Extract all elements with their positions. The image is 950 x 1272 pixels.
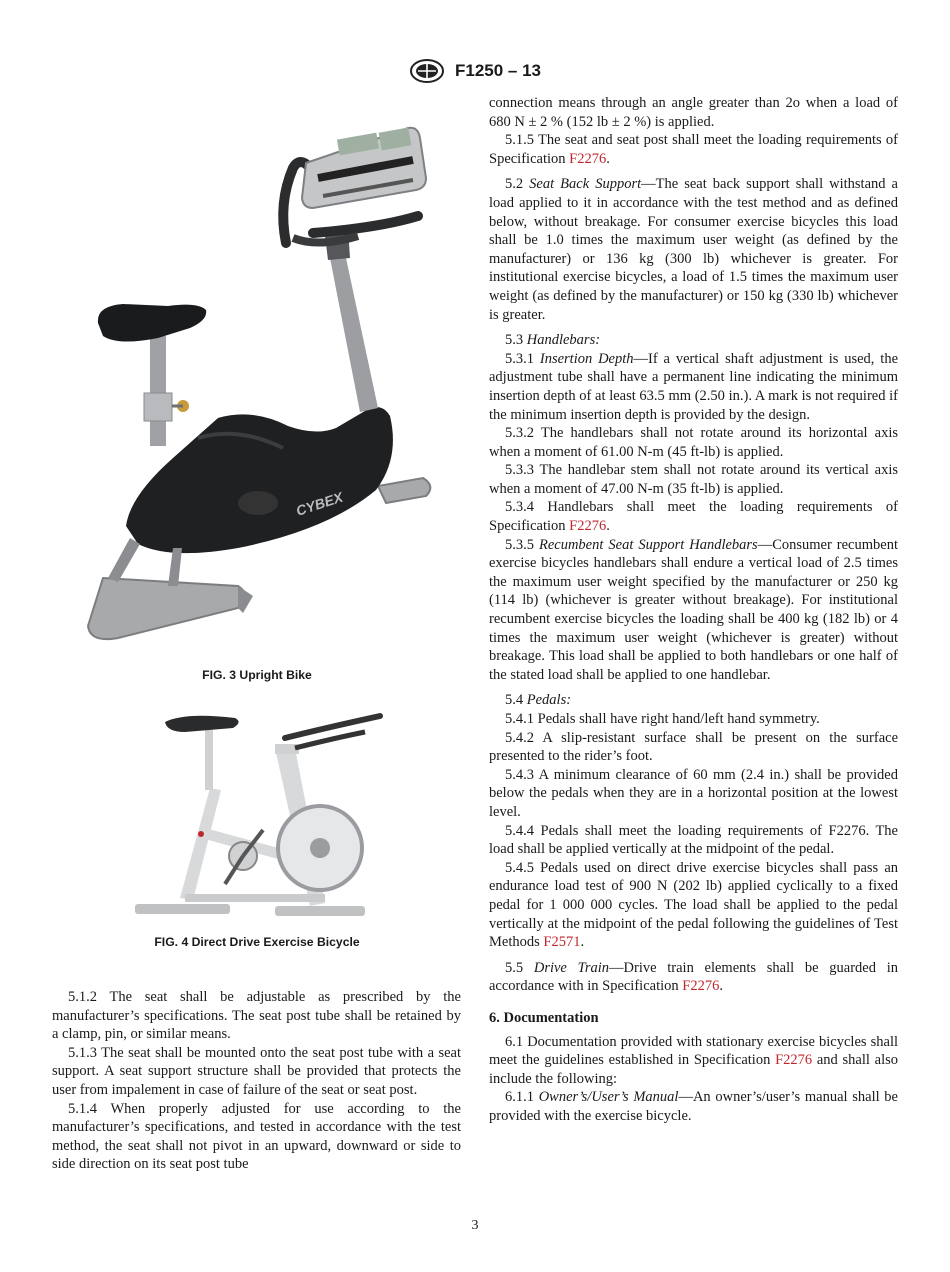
para-5-3-5-title: Recumbent Seat Support Handlebars (538, 536, 758, 553)
para-5-5-number: 5.5 (505, 959, 534, 976)
para-5-2-number: 5.2 (505, 176, 530, 193)
document-id: F1250 – 13 (454, 61, 541, 80)
para-5-1-5: 5.1.5 The seat and seat post shall meet the loading requirements of Specification F2276. (489, 132, 898, 167)
para-5-3-2: 5.3.2 The handlebars shall not rotate around its horizontal axis when a moment of 61.00 N-m (45 ft-lb) is applied. (489, 425, 898, 460)
para-5-1-4-continued: connection means through an angle greater than 2o when a load of 680 N ± 2 % (152 lb ± 2 %) is applied. (489, 95, 898, 130)
para-5-4-1: 5.4.1 Pedals shall have right hand/left hand symmetry. (505, 711, 820, 727)
para-5-4-number: 5.4 (505, 692, 527, 709)
para-5-2-title: Seat Back Support (529, 176, 642, 193)
left-column (52, 988, 461, 1174)
para-5-3-4-text: 5.3.4 Handlebars shall meet the loading requirements of Specification (489, 499, 898, 535)
para-5-3-1-number: 5.3.1 (505, 350, 540, 367)
f2276-link[interactable]: F2276 (569, 150, 607, 167)
para-5-4-4: 5.4.4 Pedals shall meet the loading requirements of F2276. The load shall be applied vertically at the midpoint of the pedal. (489, 822, 898, 858)
para-5-3-number: 5.3 (505, 332, 527, 349)
para-5-4-5-text: 5.4.5 Pedals used on direct drive exercise bicycles shall pass an endurance load test of 900 N (202 lb) applied cyclically to a fixed pedal for 1 000 000 cycles. The load shall be applied to the pedal vertically at the midpoint of the pedal following the guidelines of Test Methods (489, 859, 898, 951)
para-5-1-3: 5.1.3 The seat shall be mounted onto the seat post tube with a seat support. A seat support structure shall be provided that protects the user from impalement in case of failure of the seat or seat post. (52, 1044, 461, 1098)
para-5-4-5: 5.4.5 Pedals used on direct drive exercise bicycles shall pass an endurance load test of 900 N (202 lb) applied cyclically to a fixed pedal for 1 000 000 cycles. The load shall be applied to the pedal vertically at the midpoint of the pedal following the guidelines of Test Methods F2571. (489, 859, 898, 951)
para-5-2-text: —The seat back support shall withstand a load applied to it in accordance with the test method and as defined below, without breakage. For consumer exercise bicycles this load shall be 1.0 times the maximum user weight (as defined by the manufacturer) or 136 kg (300 lb) whichever is greater. For institutional exercise bicycles, a load of 1.5 times the maximum user weight (as defined by the manufacturer) or 150 kg (330 lb) whichever is greater. (489, 176, 898, 323)
f2276-link[interactable]: F2276 (569, 518, 607, 535)
para-6-1-text: 6.1 Documentation provided with stationary exercise bicycles shall meet the guidelines established in Specification (489, 1033, 898, 1069)
para-5-3-1 (489, 350, 898, 424)
para-5-3-5-number: 5.3.5 (505, 536, 539, 553)
para-5-2 (489, 175, 898, 324)
para-5-3 (489, 331, 898, 350)
para-5-3-title: Handlebars: (526, 332, 601, 349)
upright-bike-image (78, 108, 458, 658)
para-5-3-5 (489, 536, 898, 685)
para-6-1-1-number: 6.1.1 (505, 1089, 539, 1106)
para-6-1-text-end: and shall also include the following: (489, 1052, 898, 1087)
right-column (489, 94, 898, 1125)
astm-logo-icon (409, 58, 445, 84)
para-5-3-4: 5.3.4 Handlebars shall meet the loading requirements of Specification F2276. (489, 499, 898, 535)
para-5-1-2: 5.1.2 The seat shall be adjustable as prescribed by the manufacturer’s specifications. The seat post tube shall be retained by a clamp, pin, or similar means. (52, 989, 461, 1043)
para-5-3-1-title: Insertion Depth (539, 350, 634, 367)
para-5-5: 5.5 Drive Train—Drive train elements shall be guarded in accordance with in Specification F2276. (489, 959, 898, 995)
para-5-1-4: 5.1.4 When properly adjusted for use according to the manufacturer’s specifications, and tested in accordance with the test method, the seat shall not pivot in an upward, downward or side to side direction on its seat post tube (52, 1100, 461, 1173)
page-number: 3 (471, 1218, 479, 1233)
para-5-3-3: 5.3.3 The handlebar stem shall not rotate around its vertical axis when a moment of 47.00 N-m (35 ft-lb) is applied. (489, 462, 898, 497)
para-6-1-1-title: Owner’s/User’s Manual (538, 1089, 679, 1106)
para-5-3-5-text: —Consumer recumbent exercise bicycles handlebars shall endure a vertical load of 2.5 times the maximum user weight specified by the manufacturer or 250 kg (114 lb) (whichever is greater without breakage). For institutional recumbent exercise bicycles the loading shall be 400 kg (182 lb) or 4 times the maximum user weight (whichever is greater) without breakage. This load shall be applied to both handlebars or one half of the stated load shall be applied to one handlebar. (489, 536, 898, 683)
f2276-link[interactable]: F2276 (682, 978, 720, 995)
para-5-3-1-text: —If a vertical shaft adjustment is used, the adjustment tube shall have a permanent line indicating the minimum insertion depth of at least 63.5 mm (2.50 in.). A mark is not required if the minimum insertion depth is provided by the design. (489, 350, 898, 423)
page-header (0, 58, 950, 84)
figure-3-caption: FIG. 3 Upright Bike (202, 668, 312, 682)
para-5-1-5-text: 5.1.5 The seat and seat post shall meet the loading requirements of Specification (489, 132, 898, 167)
direct-drive-bike-image (125, 708, 390, 926)
para-5-4-title: Pedals: (526, 692, 572, 709)
para-5-4 (489, 691, 898, 710)
direct-drive-bike-figure (125, 708, 390, 926)
f2276-link[interactable]: F2276 (775, 1052, 813, 1069)
section-6-heading: 6. Documentation (489, 1009, 599, 1026)
para-6-1 (489, 1033, 898, 1089)
para-5-4-2: 5.4.2 A slip-resistant surface shall be present on the surface presented to the rider’s foot. (489, 729, 898, 765)
upright-bike-figure (78, 108, 458, 658)
para-5-5-text: —Drive train elements shall be guarded in accordance with in Specification (489, 959, 898, 995)
para-6-1-1-text: —An owner’s/user’s manual shall be provided with the exercise bicycle. (489, 1089, 898, 1124)
bike-brand-label: CYBEX (293, 488, 345, 519)
f2571-link[interactable]: F2571 (543, 934, 581, 951)
para-5-5-title: Drive Train (533, 959, 610, 976)
figure-4-caption: FIG. 4 Direct Drive Exercise Bicycle (154, 935, 360, 949)
para-6-1-1 (489, 1088, 898, 1125)
para-5-4-3: 5.4.3 A minimum clearance of 60 mm (2.4 in.) shall be provided below the pedals when they are in a horizontal position at the lowest level. (489, 766, 898, 820)
